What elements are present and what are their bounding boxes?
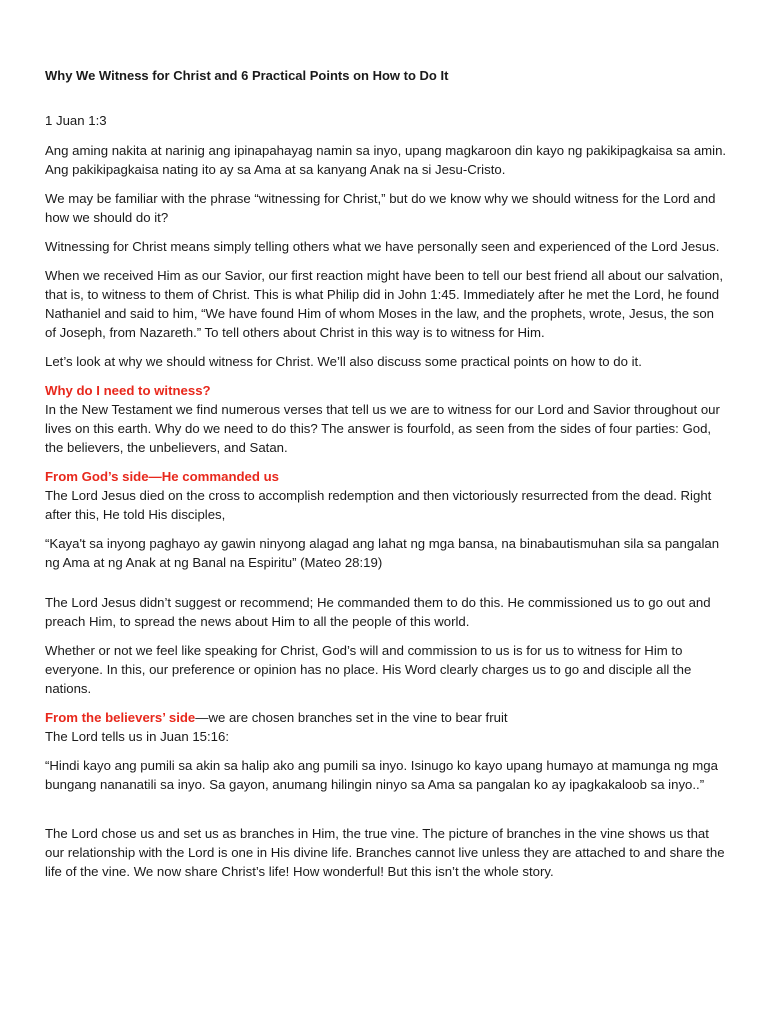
paragraph-commanded: The Lord Jesus didn’t suggest or recommend; He commanded them to do this. He commissioned us to go out and preach Him, to spread the news about Him to all the people of this world. — [45, 595, 711, 629]
section-heading-gods-side: From God’s side—He commanded us — [45, 469, 280, 484]
paragraph-john-ref: The Lord tells us in Juan 15:16: — [45, 729, 230, 744]
paragraph-definition: Witnessing for Christ means simply telling others what we have personally seen and experienced of the Lord Jesus. — [45, 239, 720, 254]
paragraph-vine: The Lord chose us and set us as branches in Him, the true vine. The picture of branches in the vine shows us that our relationship with the Lord is one in His divine life. Branches cannot live unless they are attached to and share the life of the vine. We now share Christ’s life! How wonderful! But this isn’t the whole story. — [45, 826, 725, 879]
paragraph-verse: Ang aming nakita at narinig ang ipinapahayag namin sa inyo, upang magkaroon din kayo ng pakikipagkaisa sa amin. Ang pakikipagkaisa nating ito ay sa Ama at sa kanyang Anak na si Jesu-Cristo. — [45, 143, 727, 177]
quote-matthew: “Kaya't sa inyong paghayo ay gawin ninyong alagad ang lahat ng mga bansa, na binabautismuhan sila sa pangalan ng Ama at ng Anak at ng Banal na Espiritu” (Mateo 28:19) — [45, 536, 720, 570]
section-heading-believers-rest: —we are chosen branches set in the vine to bear fruit — [195, 710, 508, 725]
document-title: Why We Witness for Christ and 6 Practical Points on How to Do It — [45, 68, 449, 83]
section-heading-believers-label: From the believers’ side — [45, 710, 196, 725]
paragraph-intro: We may be familiar with the phrase “witnessing for Christ,” but do we know why we should witness for the Lord and how we should do it? — [45, 191, 716, 225]
paragraph-philip: When we received Him as our Savior, our first reaction might have been to tell our best friend all about our salvation, that is, to witness to them of Christ. This is what Philip did in John 1:45. Immediately after he met the Lord, he found Nathaniel and said to him, “We have found Him of whom Moses in the law, and the prophets, wrote, Jesus, the son of Joseph, from Nazareth.” To tell others about Christ in this way is to witness for Him. — [45, 268, 724, 340]
paragraph-cross: The Lord Jesus died on the cross to accomplish redemption and then victoriously resurrected from the dead. Right after this, He told His disciples, — [45, 488, 712, 522]
paragraph-new-testament: In the New Testament we find numerous verses that tell us we are to witness for our Lord and Savior throughout our lives on this earth. Why do we need to do this? The answer is fourfold, as seen from the sides of four parties: God, the believers, the unbelievers, and Satan. — [45, 402, 720, 455]
paragraph-lets-look: Let’s look at why we should witness for Christ. We’ll also discuss some practical points on how to do it. — [45, 354, 642, 369]
section-heading-why: Why do I need to witness? — [45, 383, 211, 398]
quote-john: “Hindi kayo ang pumili sa akin sa halip ako ang pumili sa inyo. Isinugo ko kayo upang humayo at mamunga ng mga bungang nananatili sa inyo. Sa gayon, anumang hilingin ninyo sa Ama sa pangalan ko ay ipagkakaloob sa inyo..” — [45, 758, 718, 792]
section-heading-believers-side — [45, 708, 728, 727]
paragraph-commission: Whether or not we feel like speaking for Christ, God’s will and commission to us is for us to witness for Him to everyone. In this, our preference or opinion has no place. His Word clearly charges us to go and disciple all the nations. — [45, 643, 692, 696]
scripture-reference: 1 Juan 1:3 — [45, 113, 107, 128]
